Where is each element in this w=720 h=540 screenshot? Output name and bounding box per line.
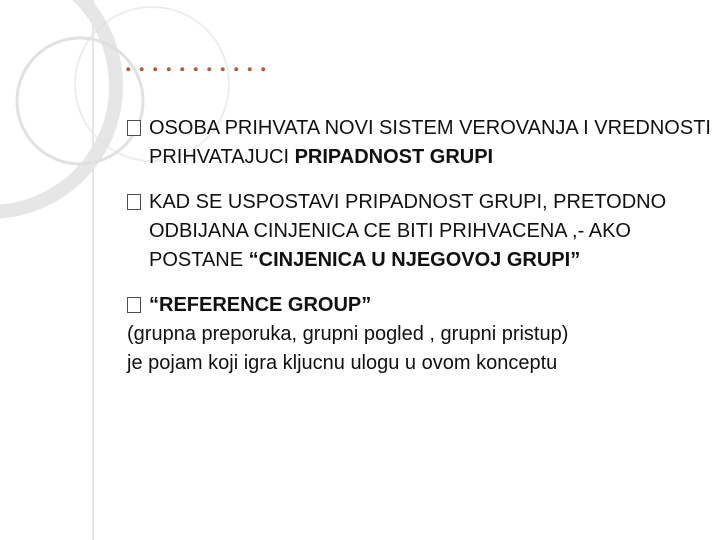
bullet-text-1-bold: PRIPADNOST GRUPI (294, 146, 494, 168)
bullet-item-1 (127, 114, 712, 172)
square-bullet-icon (127, 120, 141, 136)
bullet-text-3-line-3: je pojam koji igra kljucnu ulogu u ovom konceptu (127, 352, 558, 374)
bullet-item-3 (127, 291, 712, 378)
bullet-text-2-lead: KAD SE USPOSTAVI PRIPADNOST GRUPI, PRETODNO ODBIJANA CINJENICA CE BITI PRIHVACENA ,- AKO POSTANE (149, 191, 667, 271)
bullet-text-3-title: “REFERENCE GROUP” (149, 294, 372, 316)
square-bullet-icon (127, 297, 141, 313)
slide-title: ........... (124, 42, 273, 79)
bullet-text-3-line-2: (grupna preporuka, grupni pogled , grupni pristup) (127, 323, 569, 345)
slide-content (127, 114, 712, 378)
square-bullet-icon (127, 194, 141, 210)
bullet-text-2-bold: “CINJENICA U NJEGOVOJ GRUPI” (248, 249, 581, 271)
bullet-text-1-lead: OSOBA PRIHVATA NOVI SISTEM VEROVANJA I VREDNOSTI PRIHVATAJUCI (149, 117, 711, 168)
bullet-item-2 (127, 188, 712, 275)
